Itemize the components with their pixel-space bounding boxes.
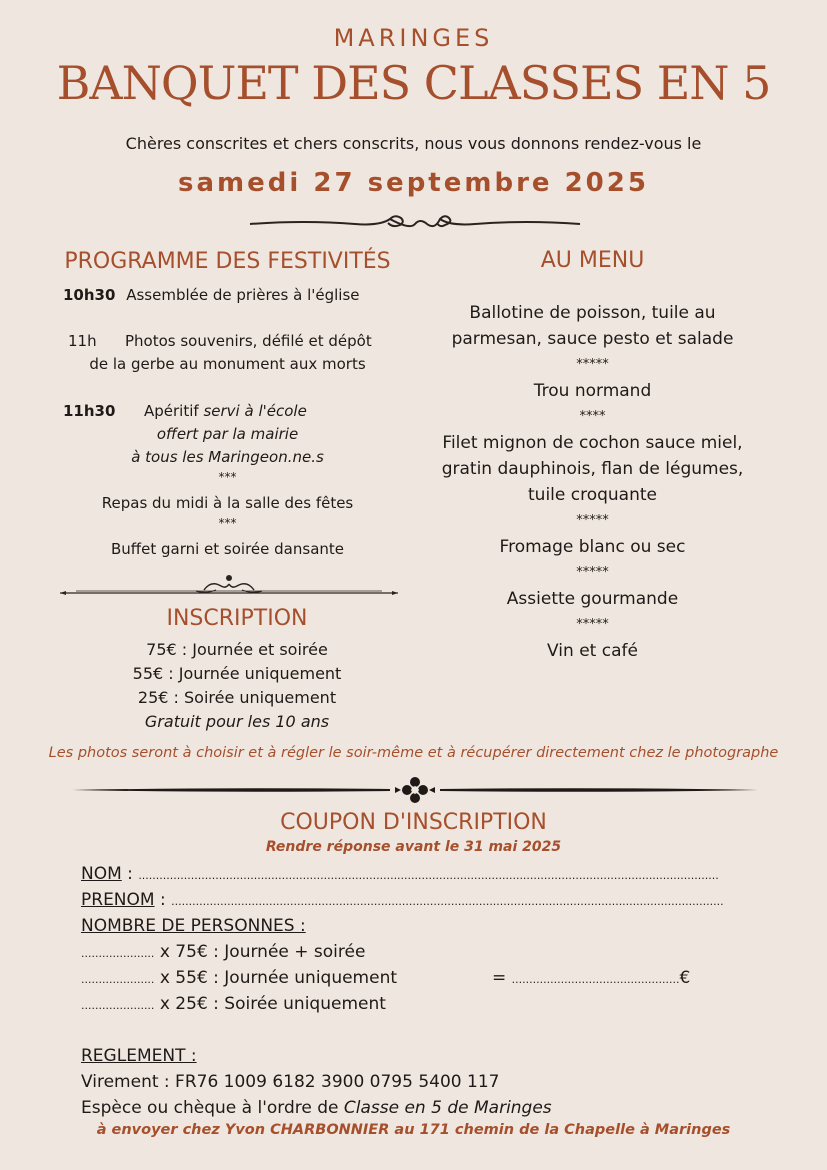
separator-stars: *** bbox=[218, 516, 237, 530]
event-text-2b: de la gerbe au monument aux morts bbox=[89, 355, 366, 373]
aperitif-detail: servi à l'école bbox=[203, 402, 307, 420]
menu-separator: ***** bbox=[576, 513, 609, 528]
nom-line[interactable] bbox=[81, 861, 719, 889]
prenom-line[interactable] bbox=[81, 887, 724, 915]
event-time-3: 11h30 bbox=[63, 402, 116, 420]
total-prefix: = bbox=[492, 968, 512, 988]
photo-note: Les photos seront à choisir et à régler le soir-même et à récupérer directement chez le photographe bbox=[48, 745, 779, 761]
flourish-divider-top bbox=[245, 208, 585, 236]
qty-field-55[interactable]: ..................... bbox=[81, 973, 155, 986]
event-text-3a bbox=[144, 400, 307, 423]
coupon-title: COUPON D'INSCRIPTION bbox=[280, 810, 547, 835]
programme-event-1 bbox=[63, 284, 360, 307]
menu-list bbox=[425, 300, 760, 664]
event-text-2a: Photos souvenirs, défilé et dépôt bbox=[125, 332, 372, 350]
option-label: x 25€ : Soirée uniquement bbox=[154, 994, 386, 1014]
menu-course: parmesan, sauce pesto et salade bbox=[451, 329, 734, 349]
option-label: x 75€ : Journée + soirée bbox=[154, 942, 366, 962]
event-text-3b: offert par la mairie bbox=[156, 425, 299, 443]
price-day: 55€ : Journée uniquement bbox=[132, 664, 342, 683]
town-name: MARINGES bbox=[333, 24, 494, 52]
lunch-text: Repas du midi à la salle des fêtes bbox=[101, 494, 354, 512]
menu-course: Vin et café bbox=[547, 641, 638, 661]
nom-label: NOM bbox=[81, 864, 122, 884]
option-line-2 bbox=[81, 965, 397, 993]
total-field[interactable]: ................................................ bbox=[511, 973, 680, 986]
total-suffix: € bbox=[679, 968, 691, 988]
cheque-name: Classe en 5 de Maringes bbox=[343, 1098, 552, 1118]
menu-course: tuile croquante bbox=[528, 485, 657, 505]
option-label: x 55€ : Journée uniquement bbox=[154, 968, 398, 988]
prenom-field[interactable]: .............................................................................................................................................................. bbox=[171, 895, 724, 908]
menu-course: gratin dauphinois, flan de légumes, bbox=[441, 459, 744, 479]
cheque-prefix: Espèce ou chèque à l'ordre de bbox=[81, 1098, 344, 1118]
cross-ornament-divider bbox=[70, 774, 760, 806]
persons-label: NOMBRE DE PERSONNES : bbox=[81, 916, 306, 936]
event-date: samedi 27 septembre 2025 bbox=[178, 168, 649, 198]
event-text-3c: à tous les Maringeon.ne.s bbox=[131, 448, 324, 466]
cheque-text bbox=[81, 1095, 552, 1121]
menu-separator: ***** bbox=[576, 357, 609, 372]
coupon-deadline: Rendre réponse avant le 31 mai 2025 bbox=[265, 839, 562, 855]
label-colon: : bbox=[154, 890, 172, 910]
programme-title: PROGRAMME DES FESTIVITÉS bbox=[64, 249, 391, 274]
price-full: 75€ : Journée et soirée bbox=[146, 640, 328, 659]
menu-course: Trou normand bbox=[533, 381, 652, 401]
inscription-title: INSCRIPTION bbox=[166, 606, 308, 631]
menu-course: Assiette gourmande bbox=[506, 589, 679, 609]
event-time-2: 11h bbox=[68, 332, 97, 350]
menu-separator: ***** bbox=[576, 565, 609, 580]
menu-separator: **** bbox=[579, 409, 606, 424]
option-line-1 bbox=[81, 939, 365, 967]
aperitif-word: Apéritif bbox=[144, 402, 199, 420]
menu-course: Ballotine de poisson, tuile au bbox=[469, 303, 716, 323]
intro-text: Chères conscrites et chers conscrits, nous vous donnons rendez-vous le bbox=[125, 134, 702, 153]
evening-text: Buffet garni et soirée dansante bbox=[110, 540, 344, 558]
inscription-prices bbox=[30, 638, 444, 734]
event-text: Assemblée de prières à l'église bbox=[126, 286, 360, 304]
separator-stars: *** bbox=[218, 470, 237, 484]
menu-separator: ***** bbox=[576, 617, 609, 632]
menu-course: Filet mignon de cochon sauce miel, bbox=[442, 433, 743, 453]
ornament-divider bbox=[56, 570, 402, 598]
label-colon: : bbox=[121, 864, 139, 884]
total-line bbox=[492, 965, 690, 993]
virement-text: Virement : FR76 1009 6182 3900 0795 5400 117 bbox=[81, 1072, 500, 1092]
price-free: Gratuit pour les 10 ans bbox=[144, 712, 330, 731]
option-line-3 bbox=[81, 991, 386, 1019]
prenom-label: PRENOM bbox=[81, 890, 155, 910]
nom-field[interactable]: ...................................................................................................................................................................... bbox=[138, 869, 719, 882]
send-address: à envoyer chez Yvon CHARBONNIER au 171 chemin de la Chapelle à Maringes bbox=[96, 1122, 731, 1138]
reglement-label: REGLEMENT : bbox=[81, 1046, 197, 1066]
page-title: BANQUET DES CLASSES EN 5 bbox=[56, 56, 771, 110]
menu-course: Fromage blanc ou sec bbox=[499, 537, 686, 557]
qty-field-25[interactable]: ..................... bbox=[81, 999, 155, 1012]
price-evening: 25€ : Soirée uniquement bbox=[137, 688, 337, 707]
qty-field-75[interactable]: ..................... bbox=[81, 947, 155, 960]
menu-title: AU MENU bbox=[540, 248, 645, 273]
event-time: 10h30 bbox=[63, 286, 116, 304]
